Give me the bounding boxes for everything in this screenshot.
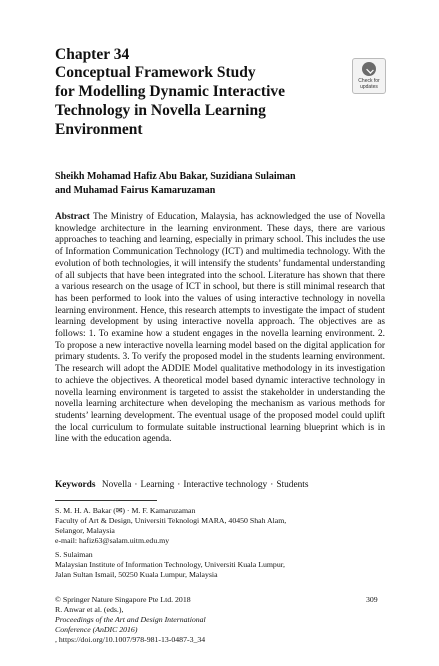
- affiliation-line: Selangor, Malaysia: [55, 526, 115, 535]
- doi-link[interactable]: , https://doi.org/10.1007/978-981-13-0487-3_34: [55, 635, 206, 644]
- affiliation-line: S. M. H. A. Bakar (✉) · M. F. Kamaruzaman: [55, 506, 196, 515]
- chapter-title-line: Environment: [55, 121, 143, 138]
- email-link[interactable]: e-mail: hafiz63@salam.uitm.edu.my: [55, 536, 170, 545]
- proceedings-title: Proceedings of the Art and Design International: [55, 615, 206, 624]
- citation-line: [55, 625, 385, 645]
- keyword: Interactive technology: [183, 480, 268, 490]
- abstract-text: The Ministry of Education, Malaysia, has acknowledged the use of Novella knowledge architecture in the learning environment. These days, there are various approaches to teaching and learning, especially in primary school. This includes the use of Information Communication Technology (ICT) and multimedia technology. With the evolution of both technologies, it will intensify the students’ fundamental understanding of all subjects that have been integrated into the school. Literature has shown that there a various research on the usage of ICT in school, but there is still minimal research that has been performed to look into the values of using interactive technology in novella learning environment. Hence, this research attempts to investigate the impact of student learning development by using interactive novella approach. The objectives are as follows: 1. To examine how a student engages in the novella learning environment. 2. To propose a new interactive novella learning model based on the digital application for primary students. 3. To verify the proposed model in the students learning environment. The research will adopt the ADDIE Model qualitative methodology in its investigation to achieve the objectives. A theoretical model based dynamic interactive technology in novella learning environment is targeted to assist the stakeholder in understanding the novella learning architecture when developing the mechanism as various methods for students’ learning development. The eventual usage of the proposed model could uplift the local curriculum to formulate suitable instructional learning blueprint which is in line with the education agenda.: [55, 212, 386, 445]
- keywords: [55, 480, 385, 490]
- conference-title: Conference (AnDIC 2016): [55, 625, 138, 634]
- abstract-label: Abstract: [55, 212, 90, 222]
- author-line: Sheikh Mohamad Hafiz Abu Bakar, Suzidiana Sulaiman: [55, 171, 296, 182]
- page-number: 309: [366, 595, 378, 604]
- abstract: [55, 212, 385, 446]
- affiliation-line: Jalan Sultan Ismail, 50250 Kuala Lumpur, Malaysia: [55, 570, 218, 579]
- keyword: Students: [276, 480, 309, 490]
- chapter-title-line: for Modelling Dynamic Interactive: [55, 83, 286, 100]
- chapter-title-line: Technology in Novella Learning: [55, 102, 266, 119]
- affiliation-line: Faculty of Art & Design, Universiti Teknologi MARA, 40450 Shah Alam,: [55, 516, 287, 525]
- affiliation-line: S. Sulaiman: [55, 550, 93, 559]
- author-line: and Muhamad Fairus Kamaruzaman: [55, 185, 216, 196]
- chapter-title-line: Conceptual Framework Study: [55, 64, 256, 81]
- affiliation-line: Malaysian Institute of Information Technology, Universiti Kuala Lumpur,: [55, 560, 285, 569]
- chapter-title: [55, 63, 335, 139]
- affiliation-block: [55, 506, 385, 546]
- keyword: Novella: [101, 480, 132, 490]
- check-icon: [362, 62, 376, 76]
- chapter-number: Chapter 34: [55, 46, 130, 63]
- keyword-separator: ·: [270, 480, 274, 490]
- copyright-line: © Springer Nature Singapore Pte Ltd. 2018: [55, 595, 191, 604]
- copyright-footer: [55, 595, 385, 645]
- affiliation-block: [55, 550, 385, 580]
- badge-label: Check for updates: [358, 78, 380, 90]
- keywords-label: Keywords: [55, 480, 96, 490]
- citation-line: R. Anwar et al. (eds.), Proceedings of the Art and Design International: [55, 605, 385, 625]
- author-list: [55, 170, 385, 198]
- keyword: Learning: [140, 480, 175, 490]
- check-for-updates-badge[interactable]: [352, 58, 386, 94]
- footnote-divider: [55, 500, 157, 501]
- keyword-separator: ·: [177, 480, 181, 490]
- keyword-separator: ·: [134, 480, 138, 490]
